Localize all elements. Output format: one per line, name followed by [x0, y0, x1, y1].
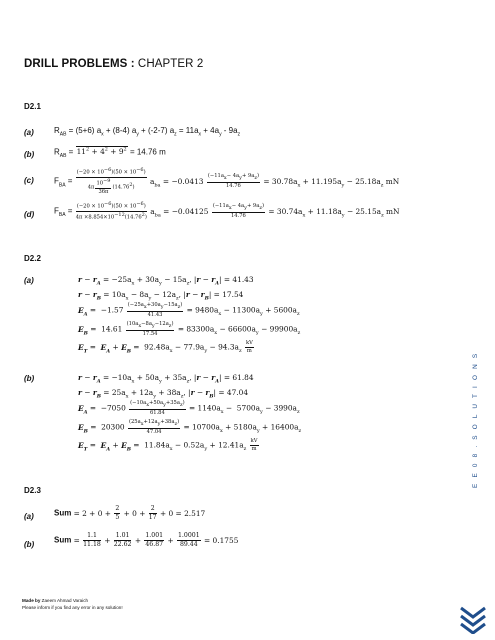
d22a-line-2: $r - r_B = 10a_x - 8a_y - 12a_z$, $|r - r_B| = 17.54$ — [78, 290, 244, 302]
d21-label-c: (c) — [24, 176, 34, 185]
footer-author-name: Zaeem Ahmad Varaich — [40, 598, 89, 603]
d22b-line-3: $E_A = -7050$ $\frac{(-10a_x+50a_y+35a_z)}{61.84}$ = $1140a_x - 5700a_y - 3990a_z$ — [78, 400, 300, 417]
d22-label-a: (a) — [24, 276, 34, 285]
d22b-line-4: $E_B = 20300$ $\frac{(25a_x+12a_y+38a_z)}{47.04}$ = $10700a_x + 5180a_y + 16400a_z$ — [78, 419, 302, 436]
d21-eq-c: $F_{BA}$ = $(-20 \times 10^{-6})(50 \times 10^{-6})$ 4π $\frac{10^{-9}}{36\pi}$ (14.76$^2$) $a_{ba} = -0.0413$ $\frac{(-11a_x- 4a_y+ 9a_z)}{14.76}$ = $30.78a_x + 11.195a_y - 25.18a_z$ mN — [54, 167, 400, 195]
title-bold: DRILL PROBLEMS : — [24, 58, 135, 70]
d21-label-a: (a) — [24, 128, 34, 137]
d21-label-d: (d) — [24, 210, 35, 219]
page-title — [24, 58, 203, 70]
d22a-line-4: $E_B = 14.61$ $\frac{(10a_x-8a_y-12a_z)}{17.54}$ = $83300a_x - 66600a_y - 99900a_z$ — [78, 321, 301, 338]
footer-made-by — [22, 598, 88, 603]
d21-eq-a: $R_{AB} = (5+6) a_x + (8-4) a_y + (-2-7) a_z = 11a_x + 4a_y - 9a_z$ — [54, 126, 241, 138]
d22a-line-3: $E_A = -1.57$ $\frac{(-25a_x+30a_y-15a_z)}{41.43}$ = $9480a_x - 11300a_y + 5600a_z$ — [78, 302, 300, 319]
d22b-line-5: $E_T = E_A + E_B = 11.84a_x - 0.52a_y + 12.41a_z$ $\frac{kV}{m}$ — [78, 438, 258, 453]
section-d23-heading: D2.3 — [24, 486, 41, 495]
section-d22-heading: D2.2 — [24, 254, 41, 263]
d22b-line-2: $r - r_B = 25a_x + 12a_y + 38a_z$, $|r - r_B| = 47.04$ — [78, 388, 249, 400]
d22a-line-5: $E_T = E_A + E_B = 92.48a_x - 77.9a_y - 94.3a_z$ $\frac{kV}{m}$ — [78, 340, 253, 355]
side-brand-text: E E 0 8 . S O L U T I O N S — [472, 351, 479, 488]
chevron-down-icon — [458, 604, 488, 634]
d23-label-b: (b) — [24, 540, 35, 549]
d22-label-b: (b) — [24, 374, 35, 383]
d22b-line-1: $r - r_A = -10a_x + 50a_y + 35a_z$, $|r - r_A| = 61.84$ — [78, 373, 254, 385]
d21-label-b: (b) — [24, 150, 35, 159]
section-d21-heading: D2.1 — [24, 102, 41, 111]
d21-eq-b: $R_{AB} = 11^2 + 4^2 + 9^2 = 14.76$ m — [54, 147, 166, 160]
d22a-line-1: $r - r_A = -25a_x + 30a_y - 15a_z$, $|r - r_A| = 41.43$ — [78, 275, 254, 287]
d23-eq-b: Sum = $\frac{1.1}{11.18}$ + $\frac{1.01}{22.62}$ + $\frac{1.001}{46.87}$ + $\frac{1.0001}{89.44}$ = 0.1755 — [54, 532, 239, 549]
d21-eq-d: $F_{BA}$ = $\frac{(-20 \times 10^{-6})(50 \times 10^{-6})}{4\pi \times 8.854\times 10^{-12}(14.76^2)}$ $a_{ba} = -0.04125$ $\frac{(-11a_x- 4a_y+ 9a_z)}{14.76}$ = $30.74a_x + 11.18a_y - 25.15a_z$ mN — [54, 201, 400, 221]
d23-eq-a: Sum = 2 + 0 + $\frac{2}{5}$ + 0 + $\frac{2}{17}$ + 0 = 2.517 — [54, 505, 206, 522]
footer-note: Please inform if you find any error in any solution! — [22, 605, 123, 610]
d23-label-a: (a) — [24, 512, 34, 521]
footer-made-by-label: Made by — [22, 598, 41, 603]
title-rest: CHAPTER 2 — [134, 58, 204, 70]
